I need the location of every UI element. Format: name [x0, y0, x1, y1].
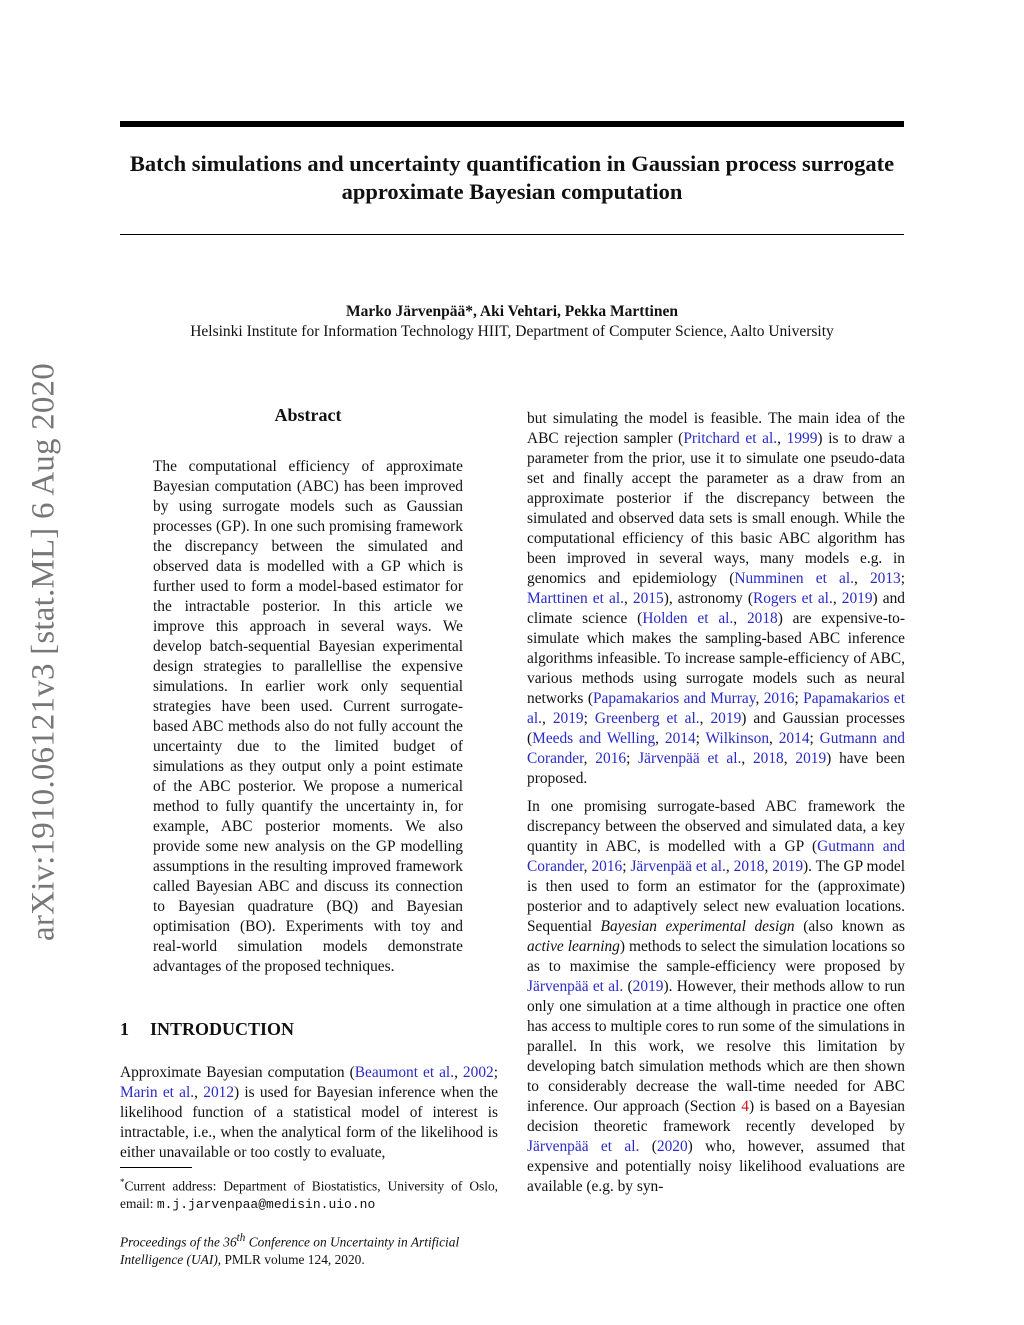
citation-link[interactable]: 2019: [552, 710, 584, 727]
text-run: ;: [622, 858, 631, 875]
text-run: ,: [769, 730, 779, 747]
citation-link[interactable]: Wilkinson: [705, 730, 770, 747]
citation-link[interactable]: 2018: [746, 610, 778, 627]
text-run: (also known as: [794, 918, 905, 935]
text-run: ) methods to select the simulation locations so as to maximise the sample-efficiency were proposed by: [527, 938, 905, 975]
text-run: ) are expensive-to-simulate which makes the sampling-based ABC inference algorithms infeasible. To increase sample-efficiency of ABC, various methods using surrogate models such as neural networks (: [527, 610, 905, 707]
text-run: ,: [699, 710, 711, 727]
text-run: ,: [583, 858, 592, 875]
text-run: ) and Gaussian processes (: [527, 710, 906, 747]
text-run: (: [639, 1138, 657, 1155]
text-run: but simulating the model is feasible. The main idea of the ABC rejection sampler (: [527, 410, 905, 447]
author-list: Marko Järvenpää*, Aki Vehtari, Pekka Marttinen: [346, 303, 678, 320]
citation-link[interactable]: Gutmann and Corander: [527, 730, 906, 767]
arxiv-identifier: arXiv:1910.06121v3 [stat.ML] 6 Aug 2020: [25, 363, 62, 941]
citation-link[interactable]: 2016: [763, 690, 795, 707]
intro-paragraph-right-2: [527, 797, 905, 1197]
abstract-body: [153, 457, 463, 977]
text-run: ,: [623, 590, 633, 607]
text-run: ,: [741, 750, 753, 767]
abstract-heading: Abstract: [274, 405, 342, 425]
text-run: ,: [454, 1064, 463, 1081]
text-run: ,: [853, 570, 870, 587]
citation-link[interactable]: Beaumont et al.: [354, 1064, 455, 1081]
intro-text: [120, 1063, 498, 1163]
footnote-mark: *: [120, 1177, 125, 1187]
text-run: ,: [541, 710, 553, 727]
text-run: ,: [655, 730, 665, 747]
text-run: , PMLR volume 124, 2020.: [217, 1252, 365, 1268]
text-run: th: [236, 1232, 246, 1244]
citation-link[interactable]: Järvenpää et al.: [630, 858, 726, 875]
text-run: ;: [900, 570, 905, 587]
citation-link[interactable]: Holden et al.: [642, 610, 734, 627]
text-run: ;: [583, 710, 595, 727]
text-run: ) and climate science (: [527, 590, 905, 627]
citation-link[interactable]: 2002: [462, 1064, 494, 1081]
text-run: ). However, their methods allow to run only one simulation at a time although in practice one often has access to multiple cores to run some of the simulations in parallel. In this work, we resolve this limitation by developing batch simulation methods which are then shown to considerably decrease the wall-time needed for ABC inference. Our approach (Section: [527, 978, 905, 1115]
section-title: INTRODUCTION: [150, 1019, 295, 1039]
citation-link[interactable]: Meeds and Welling: [532, 730, 656, 747]
text-run: Approximate Bayesian computation (: [120, 1064, 355, 1081]
footnote-text: [120, 1173, 498, 1214]
citation-link[interactable]: Järvenpää et al.: [638, 750, 742, 767]
text-run: ,: [733, 610, 747, 627]
citation-link[interactable]: Papamakarios and Murray: [592, 690, 756, 707]
text-run: (: [623, 978, 633, 995]
right-column: [527, 409, 905, 1197]
text-run: ) is used for Bayesian inference when the likelihood function of a statistical model of interest is intractable, i.e., when the analytical form of the likelihood is either unavailable or too costly to evaluate,: [120, 1084, 499, 1161]
text-run: ,: [783, 750, 796, 767]
text-run: ;: [695, 730, 706, 747]
text-run: ,: [755, 690, 764, 707]
text-run: ;: [626, 750, 639, 767]
citation-link[interactable]: Gutmann and Corander: [527, 838, 905, 875]
footnote-rule: [120, 1167, 192, 1168]
citation-link[interactable]: Marin et al.: [120, 1084, 195, 1101]
emphasis-text: active learning: [527, 938, 620, 955]
text-run: ,: [764, 858, 773, 875]
citation-link[interactable]: 2020: [656, 1138, 688, 1155]
proceedings-text: [120, 1229, 498, 1269]
text-run: ,: [725, 858, 734, 875]
abstract-text: The computational efficiency of approximate Bayesian computation (ABC) has been improved by using surrogate models such as Gaussian processes (GP). In one such promising framework the discrepancy between the simulated and observed data is modelled with a GP which is further used to form a model-based estimator for the intractable posterior. In this article we improve this approach in several ways. We develop batch-sequential Bayesian experimental design strategies to parallellise the expensive simulations. In earlier work only sequential strategies have been used. Current surrogate-based ABC methods also do not fully account the uncertainty due to the limited budget of simulations as they output only a point estimate of the ABC posterior. We propose a numerical method to fully quantify the uncertainty in, for example, ABC posterior moments. We also provide some new analysis on the GP modelling assumptions in the resulting improved framework called Bayesian ABC and discuss its connection to Bayesian quadrature (BQ) and Bayesian optimisation (BO). Experiments with toy and real-world simulation models demonstrate advantages of the proposed techniques.: [153, 458, 463, 975]
citation-link[interactable]: Järvenpää et al.: [527, 978, 624, 995]
text-run: ), astronomy (: [663, 590, 753, 607]
text-run: ;: [809, 730, 820, 747]
paper-title: Batch simulations and uncertainty quantification in Gaussian process surrogate approximate Bayesian computation: [129, 151, 895, 204]
citation-link[interactable]: 2015: [632, 590, 664, 607]
proceedings-note: [120, 1229, 498, 1269]
text-run: Conference on Uncertainty in Artificial Intelligence (UAI): [120, 1234, 460, 1268]
text-run: ,: [194, 1084, 204, 1101]
text-run: ) is to draw a parameter from the prior, use it to simulate one pseudo-data set and finally accept the parameter as a draw from an approximate posterior if the discrepancy between the simulated and observed data sets is small enough. While the computational efficiency of this basic ABC algorithm has been improved in several ways, many models e.g. in genomics and epidemiology (: [527, 430, 905, 587]
citation-link[interactable]: Marttinen et al.: [527, 590, 624, 607]
text-run: Current address: Department of Biostatistics, University of Oslo, email:: [120, 1178, 498, 1212]
text-run: ) have been proposed.: [527, 750, 905, 787]
citation-link[interactable]: Numminen et al.: [734, 570, 854, 587]
citation-link[interactable]: 2013: [869, 570, 901, 587]
citation-link[interactable]: 2019: [795, 750, 827, 767]
citation-link[interactable]: Pritchard et al.: [683, 430, 778, 447]
text-run: In one promising surrogate-based ABC framework the discrepancy between the observed and simulated data, a key quantity in ABC, is modelled with a GP (: [527, 798, 905, 855]
citation-link[interactable]: 2018: [733, 858, 765, 875]
citation-link[interactable]: 2019: [772, 858, 804, 875]
text-run: ;: [493, 1064, 498, 1081]
text-run: ) who, however, assumed that expensive and potentially noisy likelihood evaluations are available (e.g. by syn-: [527, 1138, 905, 1195]
citation-link[interactable]: 2019: [841, 590, 873, 607]
intro-paragraph-left: [120, 1063, 498, 1163]
citation-link[interactable]: 2016: [595, 750, 627, 767]
text-run: ,: [777, 430, 787, 447]
text-run: ,: [832, 590, 842, 607]
citation-link[interactable]: Järvenpää et al.: [527, 1138, 640, 1155]
intro-paragraph-right-1: [527, 409, 905, 789]
title-top-rule: [120, 121, 904, 127]
emphasis-text: Bayesian experimental design: [600, 918, 795, 935]
text-run: ). The GP model is then used to form an estimator for the (approximate) posterior and to adaptively select new evaluation locations. Sequential: [527, 858, 905, 935]
section-heading-introduction: [120, 1019, 294, 1040]
text-run: Proceedings of the 36: [120, 1234, 237, 1250]
citation-link[interactable]: 2014: [664, 730, 696, 747]
citation-link[interactable]: 2019: [710, 710, 742, 727]
citation-link[interactable]: 1999: [786, 430, 818, 447]
title-bottom-rule: [120, 234, 904, 235]
citation-link[interactable]: 2012: [203, 1084, 235, 1101]
text-run: ;: [794, 690, 804, 707]
citation-link[interactable]: Greenberg et al.: [594, 710, 700, 727]
citation-link[interactable]: Rogers et al.: [752, 590, 833, 607]
citation-link[interactable]: 2019: [632, 978, 664, 995]
author-affiliation: Helsinki Institute for Information Technology HIIT, Department of Computer Science, Aalto University: [190, 323, 834, 340]
citation-link[interactable]: 2016: [591, 858, 623, 875]
text-run: ) is based on a Bayesian decision theoretic framework recently developed by: [527, 1098, 906, 1135]
citation-link[interactable]: Papamakarios et al.: [527, 690, 905, 727]
citation-link[interactable]: 2014: [778, 730, 810, 747]
citation-link[interactable]: 2018: [752, 750, 784, 767]
section-reference-link[interactable]: 4: [741, 1098, 749, 1115]
section-number: 1: [120, 1019, 129, 1039]
text-run: ,: [583, 750, 596, 767]
footnote: [120, 1173, 498, 1214]
footnote-email: m.j.jarvenpaa@medisin.uio.no: [156, 1197, 376, 1213]
